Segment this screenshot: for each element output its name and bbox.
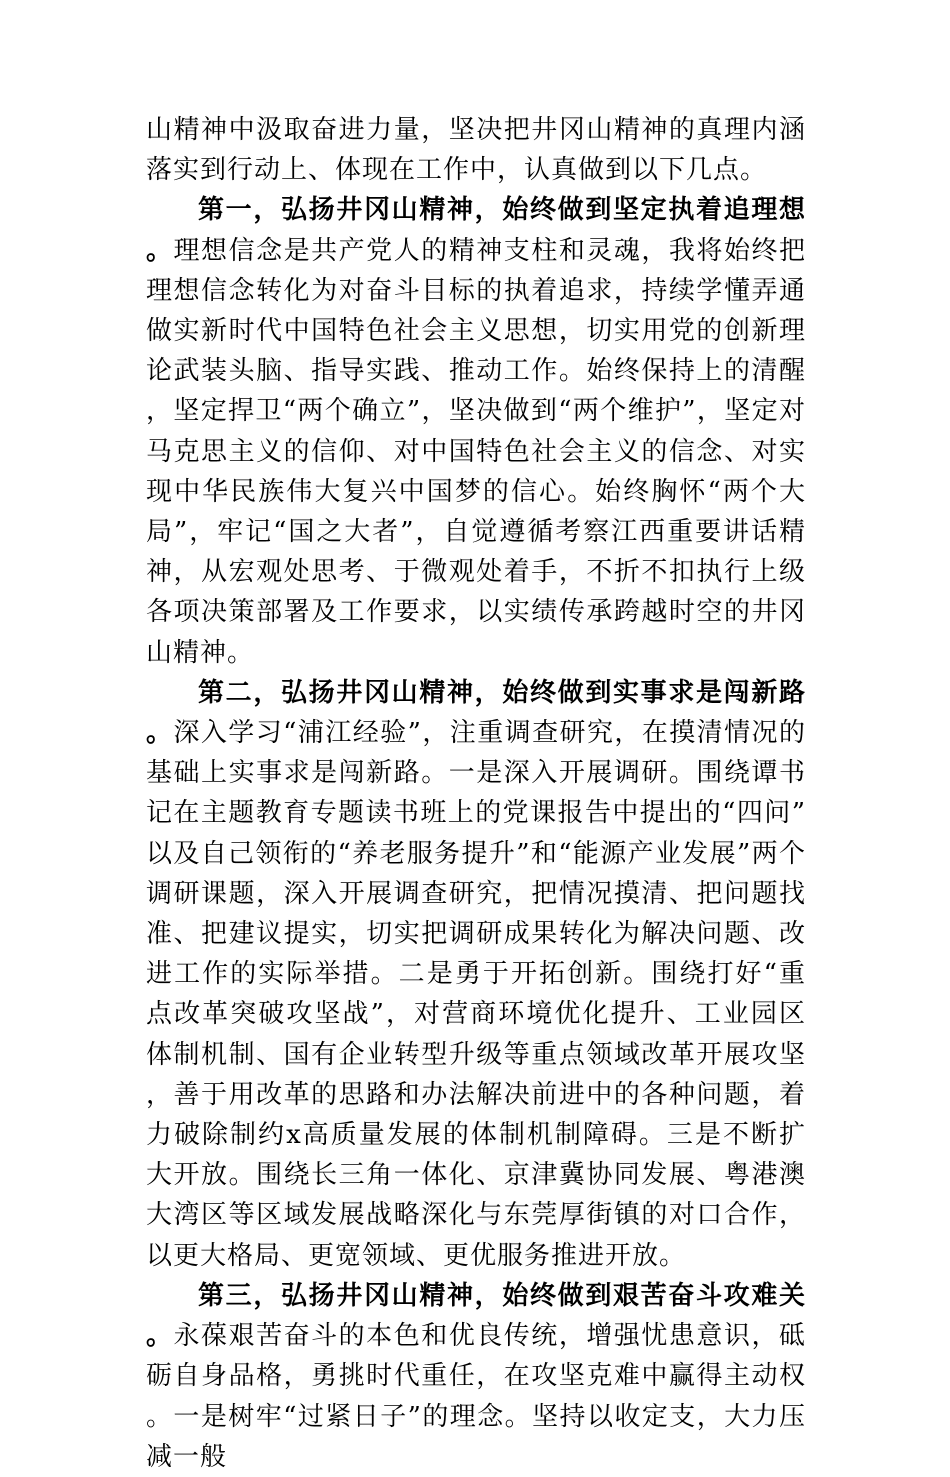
paragraph-second-point — [146, 673, 806, 1276]
paragraph-text: 理想信念是共产党人的精神支柱和灵魂，我将始终把理想信念转化为对奋斗目标的执着追求，持续学懂弄通做实新时代中国特色社会主义思想，切实用党的创新理论武装头脑、指导实践、推动工作。始终保持上的清醒，坚定捍卫“两个确立”，坚决做到“两个维护”，坚定对马克思主义的信仰、对中国特色社会主义的信念、对实现中华民族伟大复兴中国梦的信心。始终胸怀“两个大局”，牢记“国之大者”，自觉遵循考察江西重要讲话精神，从宏观处思考、于微观处着手，不折不扣执行上级各项决策部署及工作要求，以实绩传承跨越时空的井冈山精神。 — [146, 235, 806, 668]
paragraph-heading: 第三，弘扬井冈山精神，始终做到艰苦奋斗攻难关。 — [146, 1280, 806, 1352]
paragraph-heading: 第一，弘扬井冈山精神，始终做到坚定执着追理想。 — [146, 195, 806, 266]
paragraph-text: 山精神中汲取奋进力量，坚决把井冈山精神的真理内涵落实到行动上、体现在工作中，认真做到以下几点。 — [146, 115, 806, 186]
document-page — [146, 110, 806, 1477]
paragraph-text: 永葆艰苦奋斗的本色和优良传统，增强忧患意识，砥砺自身品格，勇挑时代重任，在攻坚克难中赢得主动权。一是树牢“过紧日子”的理念。坚持以收定支，大力压减一般 — [146, 1321, 806, 1472]
paragraph-third-point — [146, 1276, 806, 1477]
paragraph-first-point — [146, 190, 806, 672]
paragraph-text: 深入学习“浦江经验”，注重调查研究，在摸清情况的基础上实事求是闯新路。一是深入开展调研。围绕谭书记在主题教育专题读书班上的党课报告中提出的“四问”以及自己领衔的“养老服务提升”和“能源产业发展”两个调研课题，深入开展调查研究，把情况摸清、把问题找准、把建议提实，切实把调研成果转化为解决问题、改进工作的实际举措。二是勇于开拓创新。围绕打好“重点改革突破攻坚战”，对营商环境优化提升、工业园区体制机制、国有企业转型升级等重点领域改革开展攻坚，善于用改革的思路和办法解决前进中的各种问题，着力破除制约x高质量发展的体制机制障碍。三是不断扩大开放。围绕长三角一体化、京津冀协同发展、粤港澳大湾区等区域发展战略深化与东莞厚街镇的对口合作，以更大格局、更宽领域、更优服务推进开放。 — [146, 718, 806, 1271]
paragraph-continuation — [146, 110, 806, 190]
paragraph-heading: 第二，弘扬井冈山精神，始终做到实事求是闯新路。 — [146, 677, 806, 749]
